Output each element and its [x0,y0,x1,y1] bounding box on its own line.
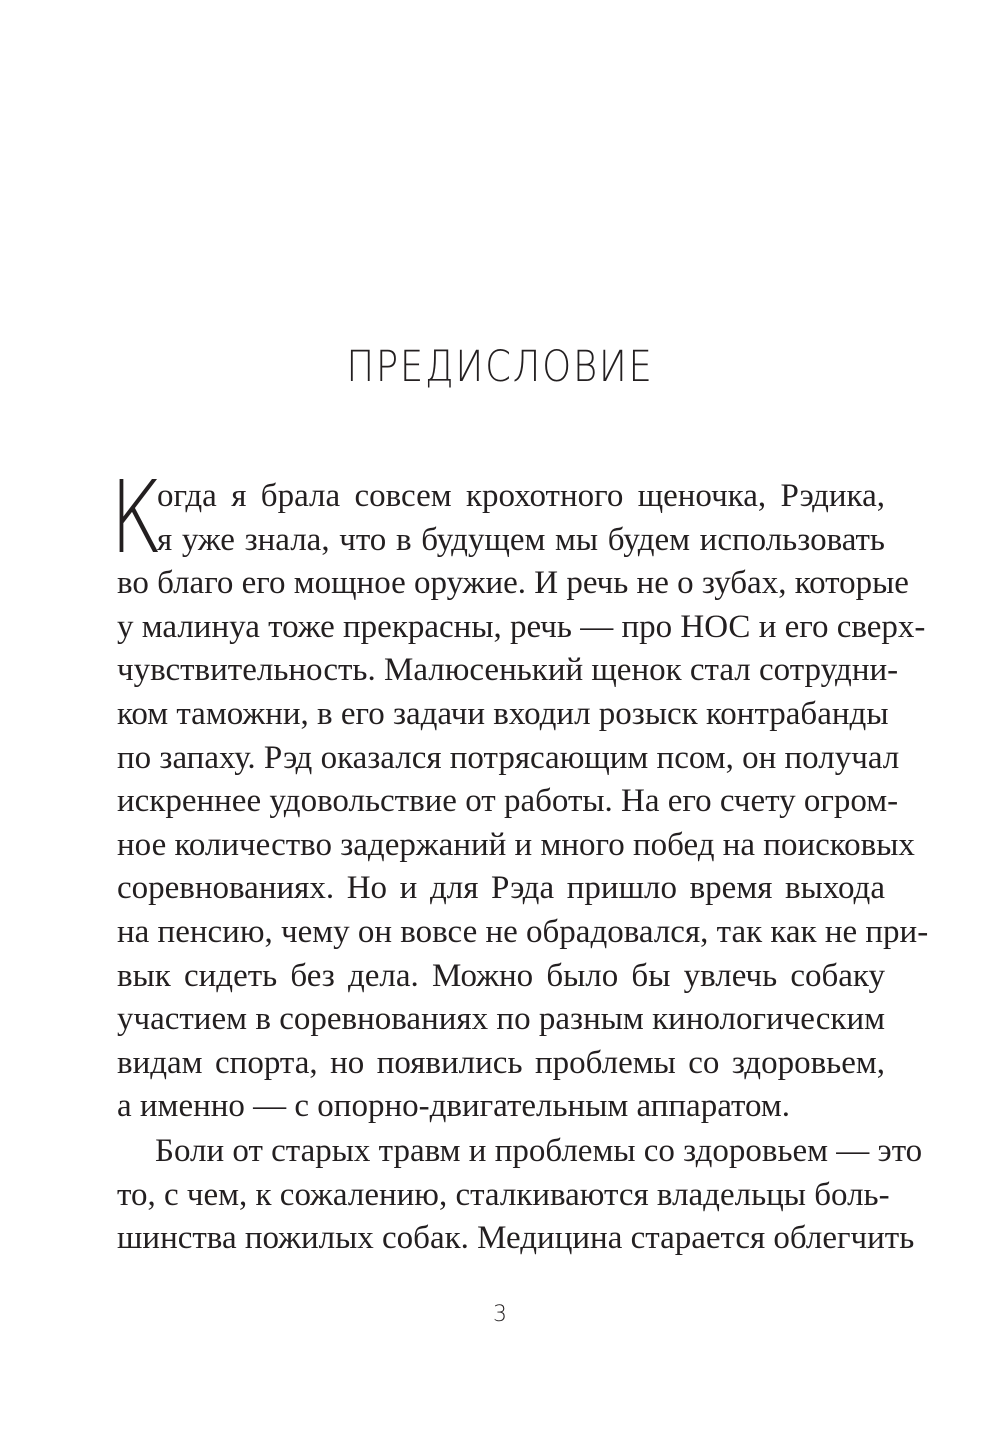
text-line: видам спорта, но появились проблемы со здоровьем, [117,1044,885,1081]
text-line: соревнованиях. Но и для Рэда пришло время выхода [117,870,885,907]
text-line: я уже знала, что в будущем мы будем использовать [157,521,885,558]
text-line: у малинуа тоже прекрасны, речь — про НОС и его сверх- [117,608,926,645]
text-line: то, с чем, к сожалению, сталкиваются владельцы боль- [117,1176,890,1213]
paragraph-1 [117,475,929,1129]
text-line: чувствительность. Малюсенький щенок стал сотрудни- [117,652,899,689]
drop-cap-letter: К [110,459,163,576]
text-line: огда я брала совсем крохотного щеночка, Рэдика, [157,478,885,514]
text-line: искреннее удовольствие от работы. На его счету огром- [117,783,899,820]
text-line: по запаху. Рэд оказался потрясающим псом, он получал [117,739,900,776]
page-number: 3 [493,1302,507,1327]
text-line: Боли от старых травм и проблемы со здоровьем — это [155,1133,923,1169]
text-line: а именно — с опорно-двигательным аппаратом. [117,1088,790,1125]
text-line: ком таможни, в его задачи входил розыск контрабанды [117,695,889,732]
paragraph-2 [117,1130,923,1261]
text-line: участием в соревнованиях по разным кинологическим [117,1001,885,1038]
text-line: ное количество задержаний и много побед на поисковых [117,826,915,863]
chapter-heading: ПРЕДИСЛОВИЕ [346,342,654,392]
text-line: шинства пожилых собак. Медицина старается облегчить [117,1220,915,1257]
text-line: вык сидеть без дела. Можно было бы увлечь собаку [117,957,885,994]
text-line: на пенсию, чему он вовсе не обрадовался, так как не при- [117,913,929,950]
text-line: во благо его мощное оружие. И речь не о зубах, которые [117,565,909,602]
